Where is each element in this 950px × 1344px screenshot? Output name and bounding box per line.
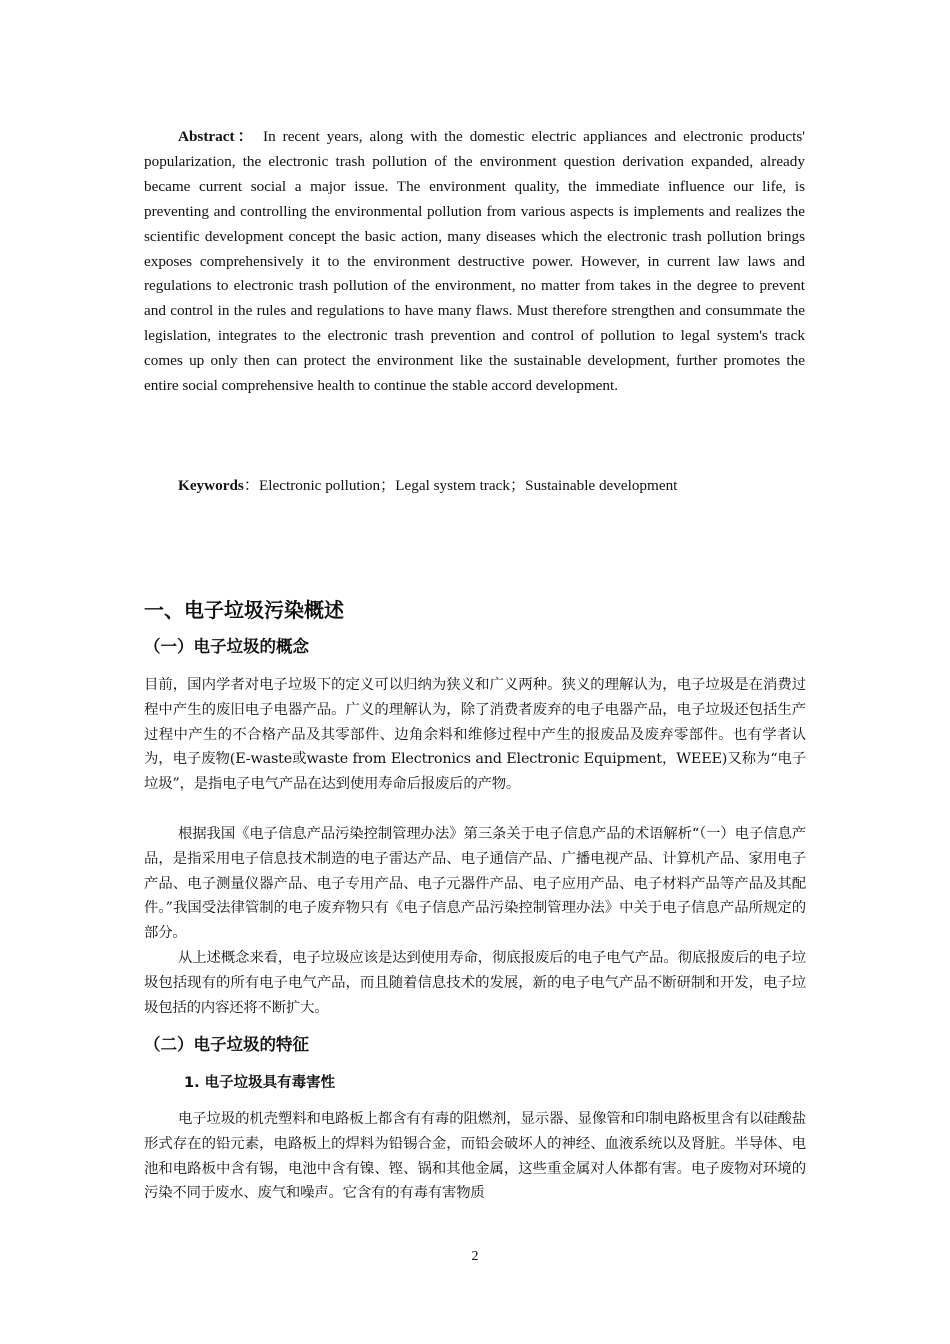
section-heading: 一、电子垃圾污染概述	[144, 598, 344, 622]
abstract-paragraph	[144, 125, 805, 399]
concept-paragraph-3: 从上述概念来看，电子垃圾应该是达到使用寿命，彻底报废后的电子电气产品。彻底报废后的电子垃圾包括现有的所有电子电气产品，而且随着信息技术的发展，新的电子电气产品不断研制和开发，电子垃圾包括的内容还将不断扩大。	[144, 950, 806, 1016]
abstract-text: In recent years, along with the domestic electric appliances and electronic products' popularization, the electronic trash pollution of the environment question derivation expanded, already became current social a major issue. The environment quality, the immediate influence our life, is preventing and controlling the environmental pollution from various aspects is implements and realizes the scientific development concept the basic action, many diseases which the electronic trash pollution brings exposes comprehensively it to the environment destructive power. However, in current law laws and regulations to electronic trash pollution of the environment, no matter from takes in the degree to prevent and control in the rules and regulations to have many flaws. Must therefore strengthen and consummate the legislation, integrates to the electronic trash prevention and control of pollution to legal system's track comes up only then can protect the environment like the sustainable development, further promotes the entire social comprehensive health to continue the stable accord development.	[144, 128, 805, 395]
feature-item-heading: 1. 电子垃圾具有毒害性	[184, 1075, 336, 1091]
keywords-label: Keywords	[178, 477, 244, 494]
keywords-line	[178, 474, 828, 498]
page-number: 2	[471, 1249, 479, 1264]
subsection-heading-features: （二）电子垃圾的特征	[144, 1035, 309, 1054]
concept-paragraph-2: 根据我国《电子信息产品污染控制管理办法》第三条关于电子信息产品的术语解析“（一）电子信息产品，是指采用电子信息技术制造的电子雷达产品、电子通信产品、广播电视产品、计算机产品、家用电子产品、电子测量仪器产品、电子专用产品、电子元器件产品、电子应用产品、电子材料产品等产品及其配件。”我国受法律管制的电子废弃物只有《电子信息产品污染控制管理办法》中关于电子信息产品所规定的部分。	[144, 826, 806, 942]
feature-paragraph-1: 电子垃圾的机壳塑料和电路板上都含有有毒的阻燃剂，显示器、显像管和印制电路板里含有以硅酸盐形式存在的铅元素，电路板上的焊料为铅锡合金，而铅会破坏人的神经、血液系统以及肾脏。半导体、电池和电路板中含有锡，电池中含有镍、铿、锅和其他金属，这些重金属对人体都有害。电子废物对环境的污染不同于废水、废气和噪声。它含有的有毒有害物质	[144, 1111, 806, 1202]
concept-paragraph-1: 目前，国内学者对电子垃圾下的定义可以归纳为狭义和广义两种。狭义的理解认为，电子垃圾是在消费过程中产生的废旧电子电器产品。广义的理解认为，除了消费者废弃的电子电器产品，电子垃圾还包括生产过程中产生的不合格产品及其零部件、边角余料和维修过程中产生的报废品及废弃零部件。也有学者认为，电子废物(E-waste或waste from Electronics and Electronic Equipment，WEEE)又称为“电子垃圾”，是指电子电气产品在达到使用寿命后报废后的产物。	[144, 677, 806, 793]
subsection-heading-concept: （一）电子垃圾的概念	[144, 637, 309, 656]
abstract-label: Abstract：	[178, 128, 257, 145]
keywords-text: ：Electronic pollution；Legal system track；Sustainable development	[243, 477, 678, 494]
